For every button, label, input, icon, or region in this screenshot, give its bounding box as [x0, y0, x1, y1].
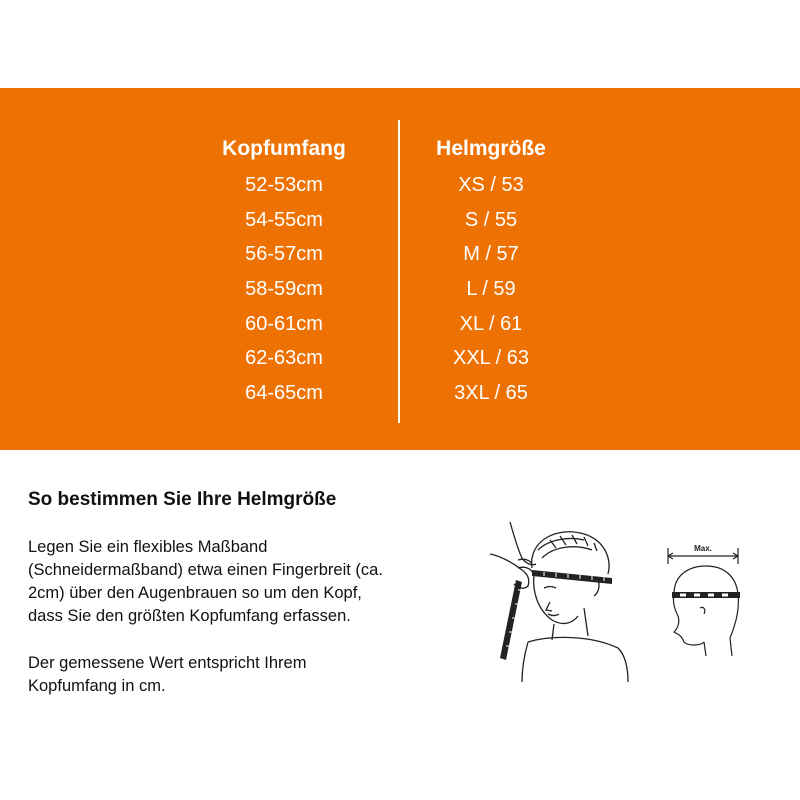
circumference-column: [184, 134, 384, 411]
instructions-title: So bestimmen Sie Ihre Helmgröße: [28, 489, 337, 510]
para-line: (Schneidermaßband) etwa einen Fingerbreit (ca.: [28, 561, 383, 579]
circ-cell: 62-63cm: [245, 347, 323, 370]
para-line: Der gemessene Wert entspricht Ihrem: [28, 654, 307, 672]
circ-cell: 64-65cm: [245, 382, 323, 405]
size-cell: L / 59: [466, 278, 516, 301]
circumference-header: Kopfumfang: [222, 137, 346, 160]
circ-cell: 54-55cm: [245, 208, 323, 231]
instructions-paragraph-1: [28, 536, 468, 628]
para-line: dass Sie den größten Kopfumfang erfassen.: [28, 607, 351, 625]
instructions-paragraph-2: [28, 652, 468, 698]
circ-cell: 56-57cm: [245, 243, 323, 266]
max-label: Max.: [694, 544, 712, 553]
measuring-head-illustration: [488, 510, 638, 685]
size-cell: XL / 61: [459, 312, 523, 335]
helmet-size-header: Helmgröße: [436, 137, 546, 160]
para-line: Kopfumfang in cm.: [28, 677, 166, 695]
size-cell: XXL / 63: [453, 347, 529, 370]
size-cell: S / 55: [464, 208, 518, 231]
circ-cell: 60-61cm: [245, 312, 323, 335]
head-profile-max-illustration: [660, 538, 760, 658]
circ-cell: 52-53cm: [245, 174, 323, 196]
para-line: 2cm) über den Augenbrauen so um den Kopf,: [28, 584, 362, 602]
size-cell: 3XL / 65: [454, 382, 528, 405]
circ-cell: 58-59cm: [245, 278, 323, 301]
size-cell: M / 57: [463, 243, 519, 266]
size-cell: XS / 53: [458, 174, 524, 196]
helmet-size-column: [391, 134, 591, 411]
para-line: Legen Sie ein flexibles Maßband: [28, 538, 268, 556]
